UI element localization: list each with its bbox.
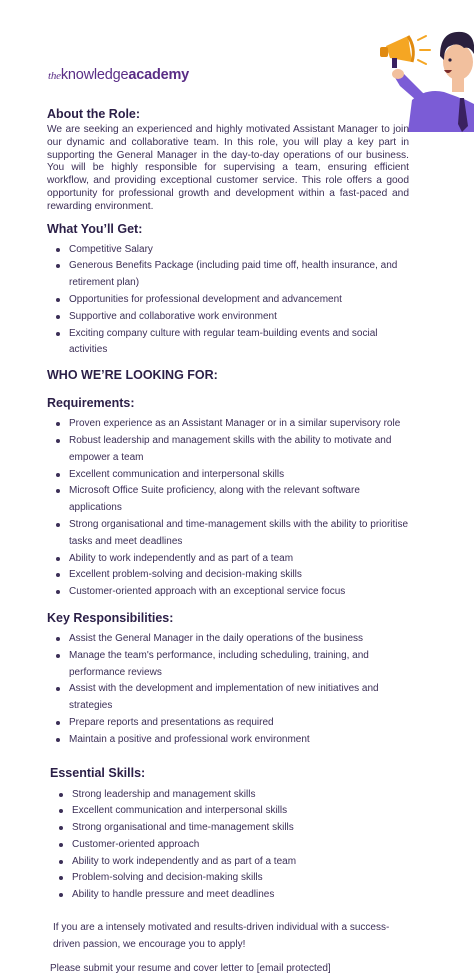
list-item: Ability to work independently and as part of a team (47, 551, 409, 568)
closing-text: If you are a intensely motivated and results-driven individual with a success-driven passion, we encourage you to apply! (53, 922, 390, 951)
job-description (47, 106, 409, 976)
list-item: Competitive Salary (47, 242, 409, 259)
submit-instructions: Please submit your resume and cover letter to [email protected] (50, 963, 331, 975)
list-item: Ability to work independently and as part of a team (47, 854, 409, 871)
responsibilities-heading: Key Responsibilities: (47, 610, 174, 625)
list-item: Prepare reports and presentations as required (47, 715, 409, 732)
requirements-list (47, 416, 409, 601)
list-item: Excellent communication and interpersonal skills (47, 803, 409, 820)
list-item: Problem-solving and decision-making skills (47, 870, 409, 887)
about-text: We are seeking an experienced and highly motivated Assistant Manager to join our dynamic and collaborative team. In this role, you will play a key part in supporting the General Manager in the day-to-day operations of our business. You will be highly responsible for supervising a team, ensuring efficient workflow, and providing exceptional customer service. This role offers a good opportunity for professional growth and development within a fast-paced and rewarding environment. (47, 124, 409, 212)
looking-for-heading: WHO WE’RE LOOKING FOR: (47, 368, 218, 383)
list-item: Excellent communication and interpersonal skills (47, 467, 409, 484)
list-item: Maintain a positive and professional work environment (47, 732, 409, 749)
list-item: Assist with the development and implementation of new initiatives and strategies (47, 681, 409, 715)
list-item: Opportunities for professional development and advancement (47, 292, 409, 309)
list-item: Robust leadership and management skills with the ability to motivate and empower a team (47, 433, 409, 467)
list-item: Strong leadership and management skills (47, 787, 409, 804)
skills-heading: Essential Skills: (50, 765, 146, 780)
list-item: Microsoft Office Suite proficiency, along with the relevant software applications (47, 483, 409, 517)
responsibilities-list (47, 631, 409, 749)
brand-name-academy: academy (128, 67, 190, 83)
brand-logo (48, 67, 189, 83)
list-item: Strong organisational and time-management skills with the ability to prioritise tasks and meet deadlines (47, 517, 409, 551)
benefits-heading: What You’ll Get: (47, 221, 143, 236)
list-item: Customer-oriented approach (47, 837, 409, 854)
brand-name-knowledge: knowledge (60, 67, 129, 83)
benefits-list (47, 242, 409, 360)
about-heading: About the Role: (47, 107, 141, 121)
requirements-heading: Requirements: (47, 396, 135, 411)
skills-list (47, 787, 409, 905)
list-item: Ability to handle pressure and meet deadlines (47, 887, 409, 904)
brand-prefix: the (48, 70, 61, 82)
list-item: Supportive and collaborative work environment (47, 309, 409, 326)
list-item: Manage the team's performance, including scheduling, training, and performance reviews (47, 648, 409, 682)
list-item: Strong organisational and time-management skills (47, 820, 409, 837)
list-item: Generous Benefits Package (including paid time off, health insurance, and retirement plan) (47, 258, 409, 292)
list-item: Excellent problem-solving and decision-making skills (47, 567, 409, 584)
list-item: Customer-oriented approach with an exceptional service focus (47, 584, 409, 601)
list-item: Proven experience as an Assistant Manager or in a similar supervisory role (47, 416, 409, 433)
list-item: Exciting company culture with regular team-building events and social activities (47, 326, 409, 360)
list-item: Assist the General Manager in the daily operations of the business (47, 631, 409, 648)
